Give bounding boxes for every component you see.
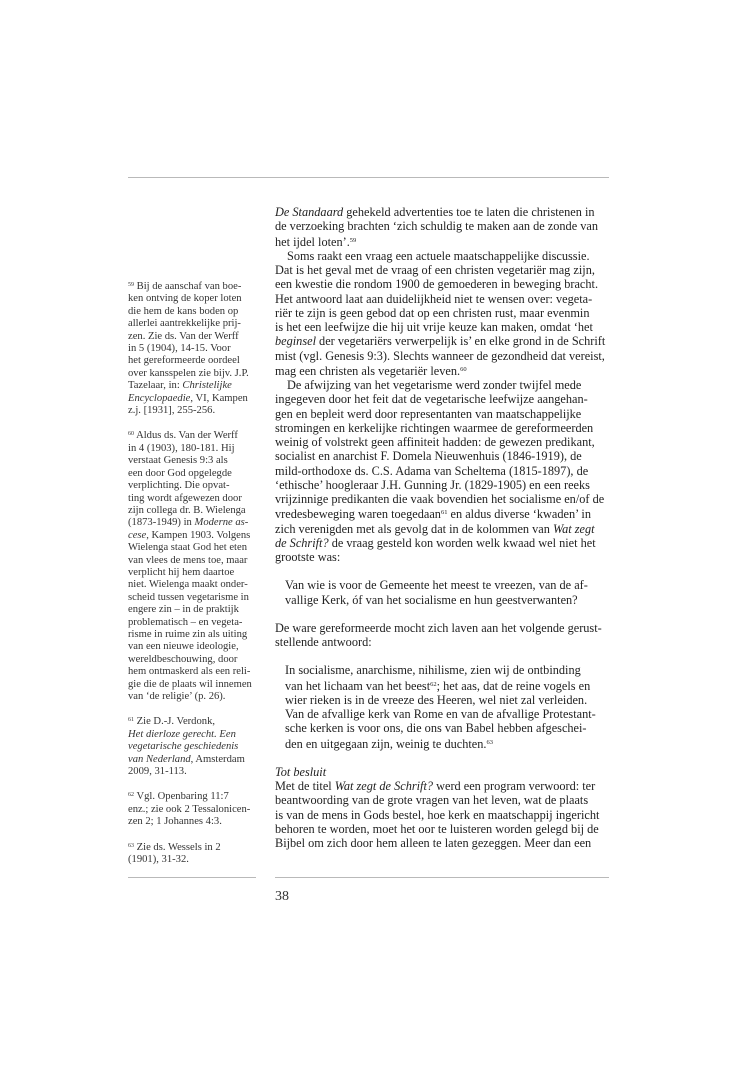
text-line: Dat is het geval met de vraag of een christen vegetariër mag zijn, xyxy=(275,263,595,277)
text-span: de vraag gesteld kon worden welk kwaad wel niet het xyxy=(328,535,596,550)
footnote-line: verstaat Genesis 9:3 als xyxy=(128,455,228,467)
main-text-column xyxy=(275,205,609,850)
footnote-line: verplicht hij hem daartoe xyxy=(128,566,235,578)
quote-line: sche kerken is voor ons, die ons van Babel hebben afgeschei- xyxy=(285,721,587,736)
footnote-line: van vlees de mens toe, maar xyxy=(128,554,248,566)
footnote-number: 59 xyxy=(128,282,134,288)
footnote-book-title: Het dierloze gerecht. Een xyxy=(128,728,236,740)
text-line: Het antwoord laat aan duidelijkheid niet te wensen over: vegeta- xyxy=(275,291,593,306)
footnote-line: problematisch – en vegeta- xyxy=(128,616,243,628)
text-line: is het een leefwijze die hij uit vrije keuze kan maken, omdat ‘het xyxy=(275,320,593,334)
text-line: een kwestie die rondom 1900 de gemoederen in beweging bracht. xyxy=(275,277,599,292)
footnote-line: zen 2; 1 Johannes 4:3. xyxy=(128,816,222,828)
footnote-line: over kansspelen zie bijv. J.P. xyxy=(128,367,249,379)
footnote-number: 61 xyxy=(128,717,134,724)
page-number: 38 xyxy=(275,889,289,904)
footnote-number: 63 xyxy=(128,842,134,849)
footnote-line: die hem de kans boden op xyxy=(128,305,239,317)
paragraph-3 xyxy=(275,378,609,564)
block-quote-1 xyxy=(275,578,609,607)
footnote-text: , Amsterdam xyxy=(190,753,245,765)
paragraph-1 xyxy=(275,205,609,249)
footnote-book-title: Encyclopaedie xyxy=(128,392,191,404)
top-rule xyxy=(128,177,609,178)
footnote-line: Zie ds. Wessels in 2 xyxy=(136,841,221,853)
quote-line: vallige Kerk, óf van het socialisme en hun geestverwanten? xyxy=(285,592,578,607)
text-line: gen en bepleit werd door representanten van maatschappelijke xyxy=(275,406,582,421)
text-span: van het lichaam van het beest xyxy=(285,678,431,693)
text-line: Bijbel om zich door hem alleen te laten gezeggen. Meer dan een xyxy=(275,836,592,850)
footnote-line: Vgl. Openbaring 11:7 xyxy=(136,791,229,803)
text-span: en aldus diverse ‘kwaden’ in xyxy=(447,507,591,522)
note-ref: 62 xyxy=(430,680,437,688)
text-line: Soms raakt een vraag een actuele maatschappelijke discussie. xyxy=(287,248,590,263)
footnote-line: van ‘de religie’ (p. 26). xyxy=(128,691,226,702)
footnote-line: Zie D.-J. Verdonk, xyxy=(136,716,216,728)
section-heading: Tot besluit xyxy=(275,764,327,779)
footnote-line: risme in ruime zin als uiting xyxy=(128,628,248,640)
text-span: vredesbeweging waren toegedaan xyxy=(275,507,441,522)
footnote-number: 60 xyxy=(128,431,134,438)
footnote-book-title: Moderne as- xyxy=(194,517,249,529)
footnote-line: hem ontmaskerd als een reli- xyxy=(128,666,251,678)
footnote-line: een door God opgelegde xyxy=(128,467,232,479)
text-span: den en uitgegaan zijn, weinig te duchten. xyxy=(285,736,487,751)
footnote-line: niet. Wielenga maakt onder- xyxy=(128,579,248,591)
paragraph-5 xyxy=(275,779,609,850)
footnotes-column xyxy=(128,279,256,877)
footnote-62 xyxy=(128,789,256,828)
text-span: der vegetariërs verwerpelijk is’ en elke grond in de Schrift xyxy=(315,334,606,349)
text-line: De ware gereformeerde mocht zich laven aan het volgende gerust- xyxy=(275,620,602,635)
newspaper-title: De Standaard xyxy=(275,205,344,219)
footnote-text: Tazelaar, in: xyxy=(128,380,183,392)
footnote-book-title: cese xyxy=(128,529,147,541)
footnote-number: 62 xyxy=(128,792,134,799)
footnote-line: van een nieuwe ideologie, xyxy=(128,641,239,653)
footnote-book-title: Christelijke xyxy=(182,380,232,392)
footnote-line: 2009, 31-113. xyxy=(128,766,187,778)
footnote-line: in 4 (1903), 180-181. Hij xyxy=(128,442,235,454)
footnote-line: verplichting. Die opvat- xyxy=(128,480,230,492)
footnote-text: , VI, Kampen xyxy=(190,392,248,404)
text-line: grootste was: xyxy=(275,550,341,564)
text-line: weinig of volstrekt geen affiniteit hadden: de gewezen predikant, xyxy=(275,435,595,449)
note-ref: 63 xyxy=(486,738,493,746)
text-line: beantwoording van de grote vragen van het leven, wat de plaats xyxy=(275,793,589,808)
footnote-line: Bij de aanschaf van boe- xyxy=(136,281,242,292)
text-span: werd een program verwoord: ter xyxy=(433,779,596,793)
paragraph-4 xyxy=(275,621,609,650)
quote-line: Van wie is voor de Gemeente het meest te vreezen, van de af- xyxy=(285,578,588,593)
bottom-rule-left xyxy=(128,877,256,878)
footnote-book-title: vegetarische geschiedenis xyxy=(128,741,239,753)
text-line: de verzoeking brachten ‘zich schuldig te maken aan de zonde van xyxy=(275,219,598,234)
text-span: zich verenigden met als gevolg dat in de kolommen van xyxy=(275,521,553,536)
text-line: mild-orthodoxe ds. C.S. Adama van Scheltema (1815-1897), de xyxy=(275,463,589,478)
text-span: gehekeld advertenties toe te laten die christenen in xyxy=(343,205,595,219)
footnote-text: (1873-1949) in xyxy=(128,517,195,529)
footnote-line: allerlei aantrekkelijke prij- xyxy=(128,318,241,330)
text-line: stellende antwoord: xyxy=(275,635,372,649)
footnote-line: zen. Zie ds. Van der Werff xyxy=(128,330,239,342)
emphasis: beginsel xyxy=(275,334,316,349)
block-quote-2 xyxy=(275,663,609,751)
quote-line: Van de afvallige kerk van Rome en van de afvallige Protestant- xyxy=(285,707,596,721)
footnote-line: ting wordt afgewezen door xyxy=(128,492,242,504)
text-span: ; het aas, dat de reine vogels en xyxy=(436,678,591,693)
footnote-line: zijn collega dr. B. Wielenga xyxy=(128,504,246,516)
footnote-book-title: van Nederland xyxy=(128,753,191,765)
footnote-line: (1901), 31-32. xyxy=(128,854,189,866)
footnote-line: ken ontving de koper loten xyxy=(128,293,242,305)
text-line: behoren te worden, moet het oor te luisteren worden gelegd bij de xyxy=(275,821,599,836)
periodical-title: Wat zegt xyxy=(552,521,595,536)
footnote-61 xyxy=(128,714,256,778)
footnote-text: , Kampen 1903. Volgens xyxy=(146,529,251,541)
text-span: Met de titel xyxy=(275,779,335,793)
footnote-line: z.j. [1931], 255-256. xyxy=(128,405,216,417)
text-line: vrijzinnige predikanten die vaak bovendien het socialisme en/of de xyxy=(275,492,605,506)
periodical-title: Wat zegt de Schrift? xyxy=(334,779,434,793)
text-line: ‘ethische’ hoogleraar J.H. Gunning Jr. (1829-1905) en een reeks xyxy=(275,477,590,492)
text-line: stromingen en kerkelijke richtingen waarmee de gereformeerden xyxy=(275,420,594,435)
text-line: is van de mens in Gods bestel, hoe kerk en maatschappij ingericht xyxy=(275,807,600,822)
text-line: socialist en anarchist F. Domela Nieuwenhuis (1846-1919), de xyxy=(275,449,582,464)
footnote-line: scheid tussen vegetarisme in xyxy=(128,591,249,603)
note-ref: 59 xyxy=(349,236,357,244)
paragraph-2 xyxy=(275,249,609,378)
text-span: mag een christen als vegetariër leven. xyxy=(275,363,461,378)
bottom-rule-right xyxy=(275,877,609,878)
footnote-line: in 5 (1904), 14-15. Voor xyxy=(128,343,231,355)
periodical-title: de Schrift? xyxy=(275,535,329,550)
footnote-line: Wielenga staat God het eten xyxy=(128,542,247,554)
text-line: ingegeven door het feit dat de vegetarische leefwijze aangehan- xyxy=(275,392,588,407)
text-line: De afwijzing van het vegetarisme werd zonder twijfel mede xyxy=(287,378,582,392)
footnote-59 xyxy=(128,279,256,417)
quote-line: In socialisme, anarchisme, nihilisme, zien wij de ontbinding xyxy=(285,663,581,678)
footnote-line: wereldbeschouwing, door xyxy=(128,653,238,665)
footnote-line: het gereformeerde oordeel xyxy=(128,355,240,367)
footnote-63 xyxy=(128,840,256,867)
footnote-line: Aldus ds. Van der Werff xyxy=(136,430,238,442)
text-span: het ijdel loten’. xyxy=(275,234,350,249)
footnote-line: enz.; zie ook 2 Tessalonicen- xyxy=(128,803,251,815)
footnote-line: engere zin – in de praktijk xyxy=(128,604,239,616)
quote-line: wier rieken is in de vreeze des Heeren, wel niet zal verleiden. xyxy=(285,692,588,707)
footnote-line: gie die de plaats wil innemen xyxy=(128,678,252,690)
text-line: mist (vgl. Genesis 9:3). Slechts wanneer de gezondheid dat vereist, xyxy=(275,348,605,363)
footnote-60 xyxy=(128,428,256,703)
text-line: riër te zijn is geen gebod dat op een christen rust, maar evenmin xyxy=(275,305,590,320)
note-ref: 60 xyxy=(460,365,467,373)
note-ref: 61 xyxy=(440,509,448,517)
